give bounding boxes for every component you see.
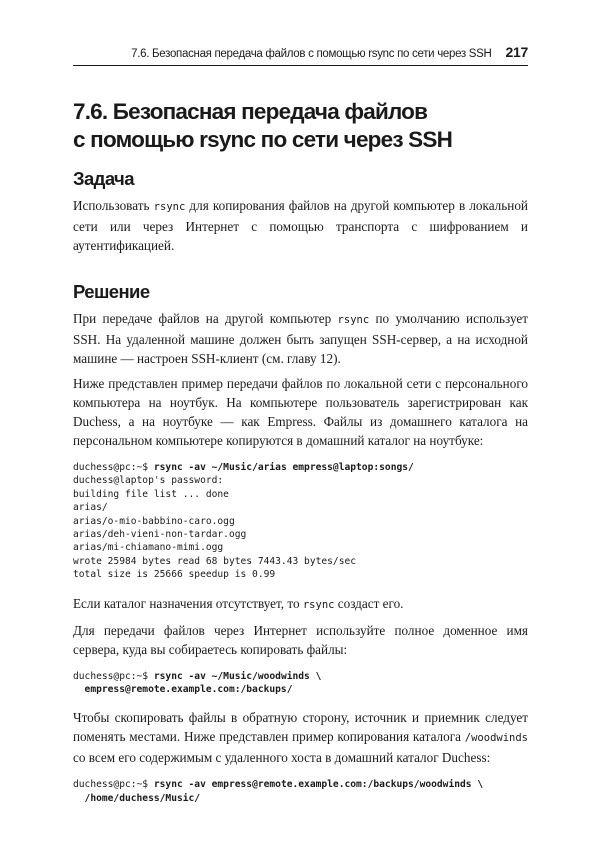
solution-paragraph-5 bbox=[73, 708, 528, 767]
shell-command-line2: /home/duchess/Music/ bbox=[73, 792, 201, 804]
book-page bbox=[73, 44, 528, 817]
solution-p1-text-a: При передаче файлов на другой компьютер bbox=[73, 311, 338, 326]
solution-p5-text-a: Чтобы скопировать файлы в обратную сторону, источник и приемник следует поменять местами. Ниже представлен пример копирования каталога bbox=[73, 710, 528, 745]
page-number: 217 bbox=[505, 44, 528, 60]
solution-paragraph-2: Ниже представлен пример передачи файлов по локальной сети с персонального компьютера на ноутбук. На компьютере пользователь зарегистрирован как Duchess, а на ноутбуке — как Empress. Файлы из домашнего каталога на персональном компьютере копируются в домашний каталог на ноутбуке: bbox=[73, 376, 528, 448]
inline-code-rsync: rsync bbox=[153, 201, 186, 213]
solution-heading: Решение bbox=[73, 281, 150, 302]
solution-p1-text-b: по умолчанию использует SSH. На удаленной машине должен быть запущен SSH-сервер, а на исходной машине — настроен SSH-клиент (см. главу 12). bbox=[73, 311, 529, 366]
inline-code-rsync: rsync bbox=[337, 314, 370, 326]
shell-command-line2: empress@remote.example.com:/backups/ bbox=[73, 684, 293, 696]
shell-prompt: duchess@pc:~$ bbox=[73, 462, 154, 473]
inline-code-rsync: rsync bbox=[302, 598, 335, 611]
solution-paragraph-3 bbox=[73, 594, 528, 615]
running-head bbox=[73, 44, 528, 66]
shell-command: rsync -av ~/Music/arias empress@laptop:songs/ bbox=[153, 462, 414, 473]
section-title-line1: 7.6. Безопасная передача файлов bbox=[73, 99, 428, 124]
shell-output: duchess@laptop's password: building file list ... done arias/ arias/o-mio-babbino-caro.ogg arias/deh-vieni-non-tardar.ogg arias/mi-chiamano-mimi.ogg wrote 25984 bytes read 68 bytes 7443.43 bytes/sec total size is 25666 speedup is 0.99 bbox=[73, 475, 357, 581]
inline-code-woodwinds: /woodwinds bbox=[464, 732, 528, 745]
shell-command-line1: rsync -av ~/Music/woodwinds \ bbox=[153, 670, 322, 682]
section-title bbox=[73, 98, 528, 154]
code-block-remote-copy bbox=[73, 670, 528, 697]
solution-p3-text-b: создаст его. bbox=[334, 595, 404, 611]
shell-prompt: duchess@pc:~$ bbox=[73, 779, 154, 791]
solution-p5-text-b: со всем его содержимым с удаленного хоста в домашний каталог Duchess: bbox=[73, 750, 491, 766]
running-head-title: 7.6. Безопасная передача файлов с помощью rsync по сети через SSH bbox=[131, 48, 492, 60]
shell-prompt: duchess@pc:~$ bbox=[73, 670, 154, 682]
code-block-local-copy bbox=[73, 461, 528, 582]
section-title-line2: с помощью rsync по сети через SSH bbox=[73, 127, 453, 152]
task-paragraph bbox=[73, 196, 528, 255]
solution-p3-text-a: Если каталог назначения отсутствует, то bbox=[73, 595, 303, 611]
solution-paragraph-1 bbox=[73, 309, 528, 368]
code-block-reverse-copy bbox=[73, 778, 528, 805]
solution-paragraph-4: Для передачи файлов через Интернет используйте полное доменное имя сервера, куда вы собираетесь копировать файлы: bbox=[73, 622, 528, 657]
task-heading: Задача bbox=[73, 168, 134, 189]
task-text-b: для копирования файлов на другой компьютер в локальной сети или через Интернет с помощью транспорта с шифрованием и аутентификацией. bbox=[73, 198, 528, 253]
task-text-a: Использовать bbox=[73, 198, 154, 213]
shell-command-line1: rsync -av empress@remote.example.com:/backups/woodwinds \ bbox=[153, 779, 484, 791]
